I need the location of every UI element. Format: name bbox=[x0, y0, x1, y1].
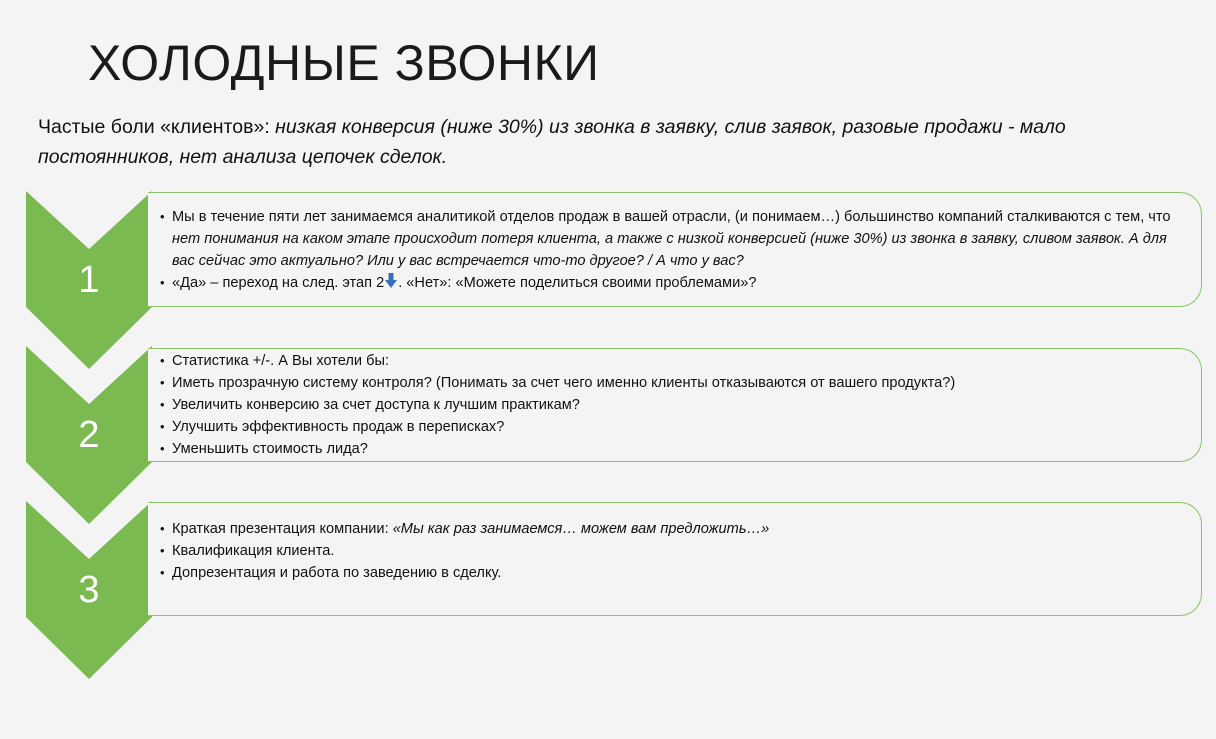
intro-text bbox=[38, 112, 1158, 172]
step-1-number: 1 bbox=[78, 259, 100, 301]
list-item: • Улучшить эффективность продаж в переписках? bbox=[160, 416, 1187, 438]
intro-italic: низкая конверсия (ниже 30%) из звонка в заявку, слив заявок, разовые продажи - мало постоянников, нет анализа цепочек сделок. bbox=[38, 116, 1066, 168]
list-item: • Квалификация клиента. bbox=[160, 540, 1187, 562]
step-3-list bbox=[160, 518, 1187, 584]
list-item: • Допрезентация и работа по заведению в сделку. bbox=[160, 562, 1187, 584]
step-2-list bbox=[160, 350, 1187, 460]
list-item: • Увеличить конверсию за счет доступа к лучшим практикам? bbox=[160, 394, 1187, 416]
list-item: • Статистика +/-. А Вы хотели бы: bbox=[160, 350, 1187, 372]
arrow-down-icon bbox=[385, 273, 397, 289]
step-3-number: 3 bbox=[78, 569, 100, 611]
list-item: • Мы в течение пяти лет занимаемся аналитикой отделов продаж в вашей отрасли, (и понимаем…) большинство компаний сталкиваются с тем, что нет понимания на каком этапе происходит потеря клиента, а также с низкой конверсией (ниже 30%) из звонка в заявку, сливом заявок. А для вас сейчас это актуально? Или у вас встречается что-то другое? / А что у вас? bbox=[160, 206, 1187, 272]
step-2-box bbox=[148, 348, 1202, 462]
step-1-list bbox=[160, 206, 1187, 294]
intro-lead: Частые боли «клиентов»: bbox=[38, 116, 276, 138]
list-item: • «Да» – переход на след. этап 2 . «Нет»: «Можете поделиться своими проблемами»? bbox=[160, 272, 1187, 294]
list-item: • Краткая презентация компании: «Мы как раз занимаемся… можем вам предложить…» bbox=[160, 518, 1187, 540]
step-2-number: 2 bbox=[78, 414, 100, 456]
step-1-box bbox=[148, 192, 1202, 307]
step-3-box bbox=[148, 502, 1202, 616]
list-item: • Уменьшить стоимость лида? bbox=[160, 438, 1187, 460]
page-title: ХОЛОДНЫЕ ЗВОНКИ bbox=[88, 35, 600, 91]
list-item: • Иметь прозрачную систему контроля? (Понимать за счет чего именно клиенты отказываются от вашего продукта?) bbox=[160, 372, 1187, 394]
